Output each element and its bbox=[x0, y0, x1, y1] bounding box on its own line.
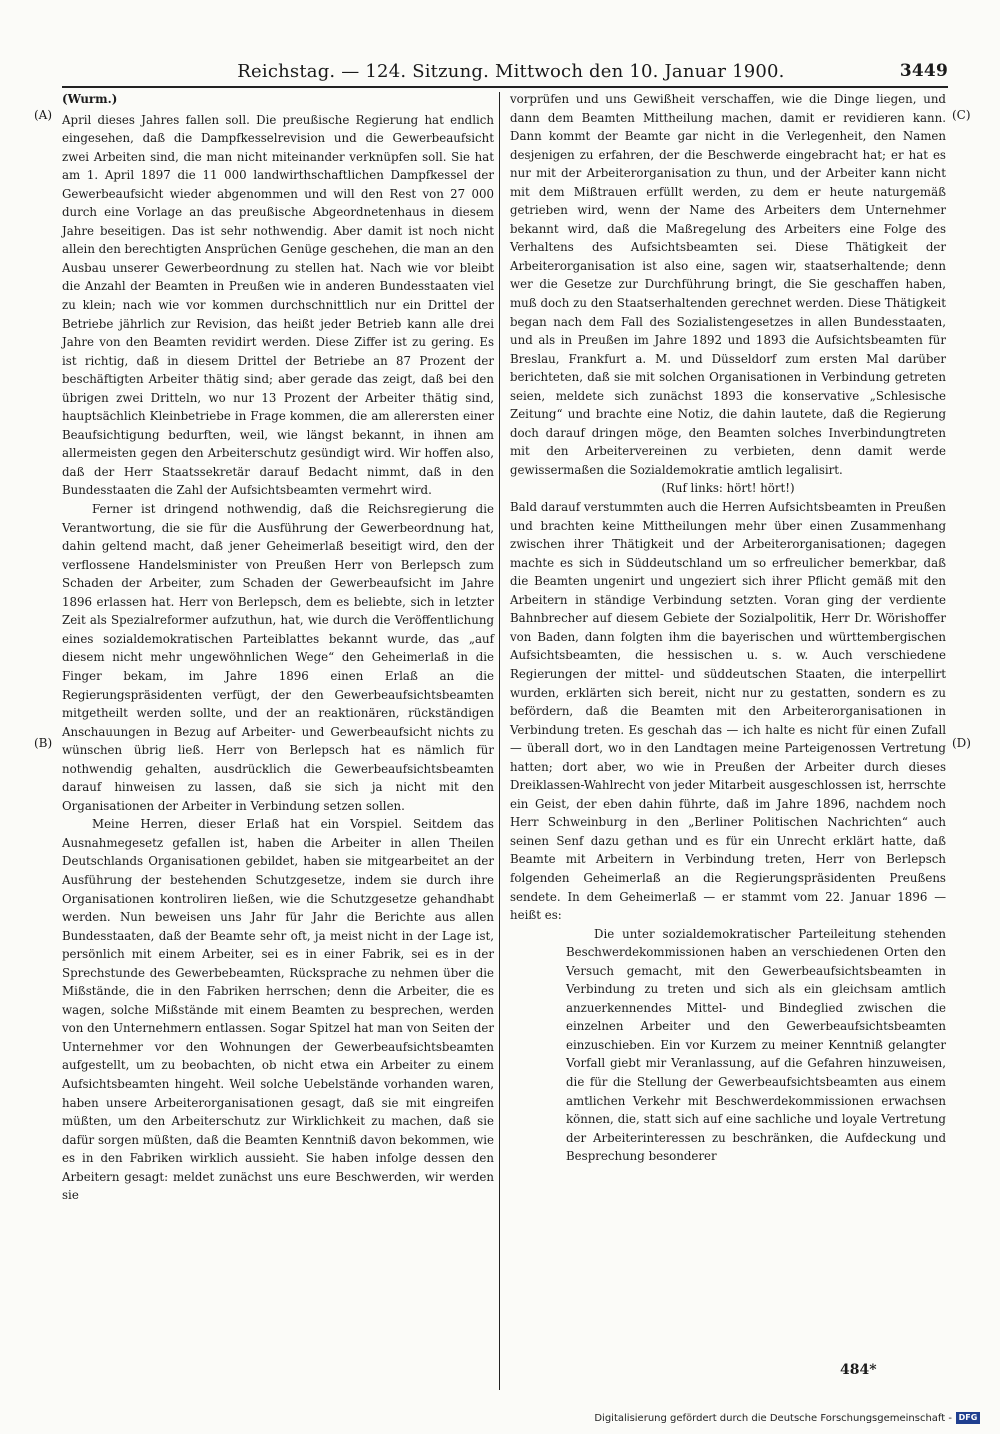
credit-text: Digitalisierung gefördert durch die Deutsche Forschungsgemeinschaft - bbox=[594, 1412, 952, 1424]
right-column bbox=[510, 90, 946, 1166]
signature-mark: 484* bbox=[840, 1362, 877, 1378]
margin-marker-a: (A) bbox=[34, 108, 53, 122]
quoted-decree: Die unter sozialdemokratischer Parteileitung stehenden Beschwerdekommissionen haben an verschiedenen Orten den Versuch gemacht, mit den Gewerbeaufsichtsbeamten in Verbindung zu treten und sich als ein gleichsam amtlich anzuerkennendes Mittel- und Bindeglied zwischen die einzelnen Arbeiter und den Gewerbeaufsichtsbeamten einzuschieben. Ein vor Kurzem zu meiner Kenntniß gelangter Vorfall giebt mir Veranlassung, auf die Gefahren hinzuweisen, die für die Stellung der Gewerbeaufsichtsbeamten aus einem amtlichen Verkehr mit Beschwerdekommissionen erwachsen können, die, statt sich auf eine sachliche und loyale Vertretung der Arbeiterinteressen zu beschränken, die Aufdeckung und Besprechung besonderer bbox=[566, 926, 946, 1164]
left-paragraph-3: Meine Herren, dieser Erlaß hat ein Vorspiel. Seitdem das Ausnahmegesetz gefallen ist, haben die Arbeiter in allen Theilen Deutschlands Organisationen gebildet, haben sie mitgearbeitet an der Ausführung der bestehenden Schutzgesetze, indem sie durch ihre Organisationen kontroliren ließen, wie die Schutzgesetze gehandhabt werden. Nun beweisen uns Jahr für Jahr die Berichte aus allen Bundesstaaten, daß der Beamte sehr oft, ja meist nicht in der Lage ist, persönlich mit einem Arbeiter, sei es in einer Fabrik, sei es in der Sprechstunde des Gewerbebeamten, Rücksprache zu nehmen über die Mißstände, die in den Fabriken herrschen; denn die Arbeiter, die es wagen, solche Mißstände mit einem Beamten zu besprechen, werden von den Unternehmern entlassen. Sogar Spitzel hat man von Seiten der Unternehmer vor den Wohnungen der Gewerbeaufsichtsbeamten aufgestellt, um zu beobachten, ob nicht etwa ein Arbeiter zu einem Aufsichtsbeamten hingeht. Weil solche Uebelstände vorhanden waren, haben unsere Arbeiterorganisationen gesagt, daß sie mit eingreifen müßten, um den Arbeiterschutz zur Wirklichkeit zu machen, daß sie dafür sorgen müßten, daß die Beamten Kenntniß davon bekommen, wie es in den Fabriken wirklich aussieht. Sie haben infolge dessen den Arbeitern gesagt: meldet zunächst uns eure Beschwerden, wir werden sie bbox=[62, 817, 494, 1203]
right-paragraph-2: Bald darauf verstummten auch die Herren Aufsichtsbeamten in Preußen und brachten keine Mittheilungen mehr über einen Zusammenhang zwischen ihrer Thätigkeit und der Arbeiterorganisationen; dagegen machte es sich in Süddeutschland um so erfreulicher bemerkbar, daß die Beamten ungenirt und ungeziert sich ihrer Pflicht gemäß mit den Arbeitern in ständige Verbindung setzten. Voran ging der verdiente Bahnbrecher auf diesem Gebiete der Sozialpolitik, Herr Dr. Wörishoffer von Baden, dann folgten ihm die bayerischen und württembergischen Aufsichtsbeamten, die hessischen u. s. w. Auch verschiedene Regierungen der mittel- und süddeutschen Staaten, die interpellirt wurden, erklärten sich bereit, nicht nur zu gestatten, sondern es zu befördern, daß die Beamten mit den Arbeiterorganisationen in Verbindung treten. Es geschah das — ich halte es nicht für einen Zufall — überall dort, wo in den Landtagen meine Parteigenossen Vertretung hatten; dort aber, wo wie in Preußen der Arbeiter durch dieses Dreiklassen-Wahlrecht von jeder Mitarbeit ausgeschlossen ist, herrschte ein Geist, der eben dahin führte, daß im Jahre 1896, nachdem noch Herr Schweinburg in den „Berliner Politischen Nachrichten“ auch seinen Senf dazu gethan und es für ein Unrecht erklärt hatte, daß Beamte mit Arbeitern in Verbindung treten, Herr von Berlepsch folgenden Geheimerlaß an die Regierungspräsidenten Preußens sendete. In dem Geheimerlaß — er stammt vom 22. Januar 1896 — heißt es: bbox=[510, 500, 946, 923]
header-rule bbox=[62, 86, 948, 88]
header-title: Reichstag. — 124. Sitzung. Mittwoch den 10. Januar 1900. bbox=[237, 60, 785, 82]
margin-marker-d: (D) bbox=[952, 736, 971, 750]
margin-marker-b: (B) bbox=[34, 736, 53, 750]
dfg-logo-icon: DFG bbox=[956, 1412, 980, 1424]
right-paragraph-1: vorprüfen und uns Gewißheit verschaffen, wie die Dinge liegen, und dann dem Beamten Mittheilung machen, damit er revidieren kann. Dann kommt der Beamte gar nicht in die Verlegenheit, den Namen desjenigen zu erfahren, der die Beschwerde eingebracht hat; er hat es nur mit der Arbeiterorganisation zu thun, und der Arbeiter kann nicht mit dem Mißtrauen erfüllt werden, zu dem er heute naturgemäß getrieben wird, wenn der Name des Arbeiters dem Unternehmer bekannt wird, daß die Maßregelung des Arbeiters eine Folge des Verhaltens des Aufsichtsbeamten sei. Diese Thätigkeit der Arbeiterorganisation ist also eine, sagen wir, staatserhaltende; denn wer die Gesetze zur Durchführung bringt, die Sie geschaffen haben, muß doch zu den Staatserhaltenden gerechnet werden. Diese Thätigkeit began nach dem Fall des Sozialistengesetzes in allen Bundesstaaten, und als in Preußen im Jahre 1892 und 1893 die Aufsichtsbeamten für Breslau, Frankfurt a. M. und Düsseldorf zum ersten Mal darüber berichteten, daß sie mit solchen Organisationen in Verbindung getreten seien, meldete sich zunächst 1893 die konservative „Schlesische Zeitung“ und brachte eine Notiz, die dahin lautete, daß die Regierung doch darauf dringen möge, den Beamten solches Inverbindungtreten mit den Arbeitervereinen zu verbieten, denn damit werde gewissermaßen die Sozialdemokratie amtlich legalisirt. bbox=[510, 92, 946, 477]
page-header bbox=[62, 56, 948, 86]
speaker-name: (Wurm.) bbox=[62, 92, 118, 106]
page-number: 3449 bbox=[899, 61, 948, 81]
interjection: (Ruf links: hört! hört!) bbox=[661, 481, 795, 496]
column-divider bbox=[499, 92, 500, 1390]
left-column bbox=[62, 90, 494, 1205]
digitization-credit bbox=[594, 1412, 980, 1424]
margin-marker-c: (C) bbox=[952, 108, 971, 122]
left-paragraph-1: April dieses Jahres fallen soll. Die preußische Regierung hat endlich eingesehen, daß die Dampfkesselrevision und die Gewerbeaufsicht zwei Arbeiten sind, die man nicht miteinander verknüpfen soll. Sie hat am 1. April 1897 die 11 000 landwirthschaftlichen Dampfkessel der Gewerbeaufsicht wieder abgenommen und will den Rest von 27 000 durch eine Vorlage an das preußische Abgeordnetenhaus in diesem Jahre beseitigen. Das ist sehr nothwendig. Aber damit ist noch nicht allein den berechtigten Ansprüchen Genüge geschehen, die man an den Ausbau unserer Gewerbeordnung zu stellen hat. Nach wie vor bleibt die Anzahl der Beamten in Preußen wie in anderen Bundesstaaten viel zu klein; nach wie vor kommen durchschnittlich nur ein Drittel der Betriebe jährlich zur Revision, das heißt jeder Betrieb kann alle drei Jahre von den Beamten revidirt werden. Diese Ziffer ist zu gering. Es ist richtig, daß in diesem Drittel der Betriebe an 87 Prozent der beschäftigten Arbeiter thätig sind; aber gerade das zeigt, daß bei den übrigen zwei Dritteln, wo nur 13 Prozent der Arbeiter thätig sind, hauptsächlich Kleinbetriebe in Frage kommen, die am allerersten einer Beaufsichtigung bedurften, weil, wie längst bekannt, in ihnen am allermeisten gegen den Arbeiterschutz gesündigt wird. Wir hoffen also, daß der Herr Staatssekretär darauf Bedacht nimmt, daß in den Bundesstaaten die Zahl der Aufsichtsbeamten vermehrt wird. bbox=[62, 112, 495, 498]
left-paragraph-2: Ferner ist dringend nothwendig, daß die Reichsregierung die Verantwortung, die sie für die Ausführung der Gewerbeordnung hat, dahin geltend macht, daß jener Geheimerlaß beseitigt wird, den der verflossene Handelsminister von Preußen Herr von Berlepsch zum Schaden der Arbeiter, zum Schaden der Gewerbeaufsicht im Jahre 1896 erlassen hat. Herr von Berlepsch, dem es beliebte, sich in letzter Zeit als Spezialreformer aufzuthun, hat, wie durch die Veröffentlichung eines sozialdemokratischen Parteiblattes bekannt wurde, das „auf diesem nicht mehr ungewöhnlichen Wege“ den Geheimerlaß in die Finger bekam, im Jahre 1896 einen Erlaß an die Regierungspräsidenten verfügt, der den Gewerbeaufsichtsbeamten mitgetheilt werden sollte, und der an reaktionären, rückständigen Anschauungen in Bezug auf Arbeiter- und Gewerbeaufsicht nichts zu wünschen übrig ließ. Herr von Berlepsch hat es nämlich für nothwendig gehalten, ausdrücklich die Gewerbeaufsichtsbeamten darauf hinweisen zu lassen, daß sie sich ja nicht mit den Organisationen der Arbeiter in Verbindung setzen sollen. bbox=[62, 502, 494, 813]
